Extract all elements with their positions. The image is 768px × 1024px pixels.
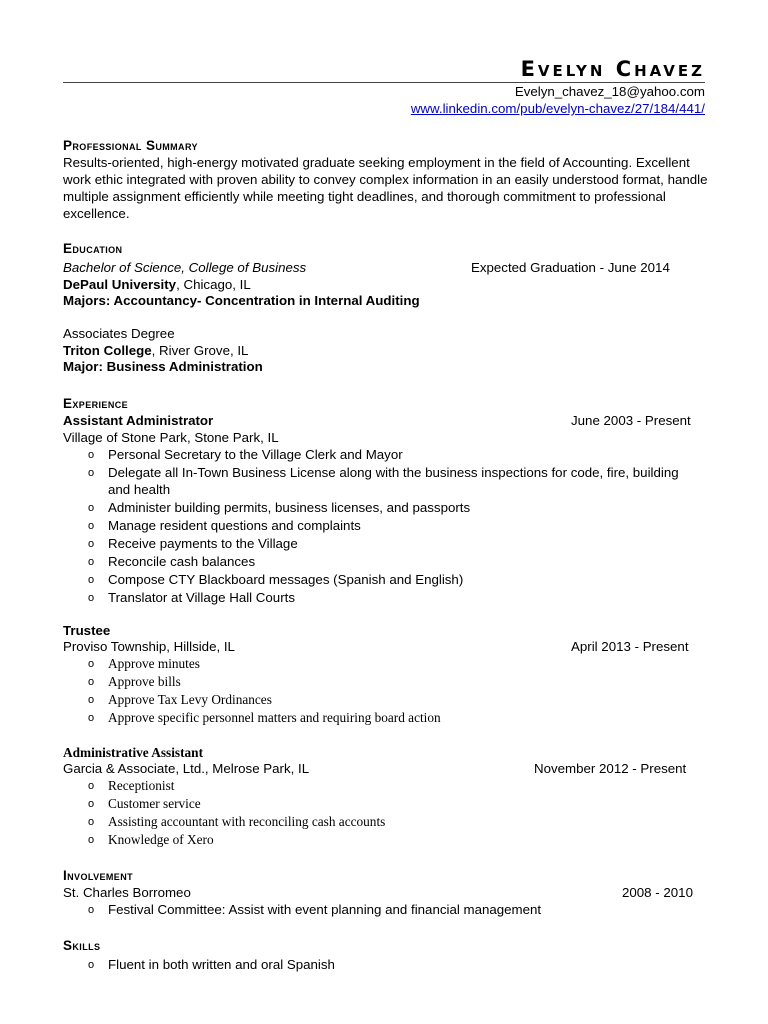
education-heading: Education xyxy=(63,241,123,256)
list-item: o Approve Tax Levy Ordinances xyxy=(88,692,272,707)
job-dates: June 2003 - Present xyxy=(571,413,691,428)
skills-heading: Skills xyxy=(63,938,101,953)
bullet-marker: o xyxy=(88,467,95,479)
bullet-marker: o xyxy=(88,694,95,706)
header-rule xyxy=(63,82,705,83)
list-item: o Assisting accountant with reconciling cash accounts xyxy=(88,814,386,829)
list-item: o Fluent in both written and oral Spanish xyxy=(88,957,335,972)
job-bullet-list xyxy=(0,446,708,607)
job-organization: Village of Stone Park, Stone Park, IL xyxy=(63,430,279,445)
linkedin-link[interactable]: www.linkedin.com/pub/evelyn-chavez/27/184/441/ xyxy=(410,101,705,116)
job-dates: April 2013 - Present xyxy=(571,639,689,654)
bullet-marker: o xyxy=(88,658,95,670)
list-item: o Administer building permits, business licenses, and passports xyxy=(88,500,471,515)
bullet-marker: o xyxy=(88,904,95,916)
involvement-dates: 2008 - 2010 xyxy=(622,885,693,900)
school-depaul xyxy=(63,276,251,293)
bullet-marker: o xyxy=(88,712,95,724)
summary-heading: Professional Summary xyxy=(63,138,198,153)
bullet-marker: o xyxy=(88,798,95,810)
list-item: o Festival Committee: Assist with event planning and financial management xyxy=(88,902,542,917)
list-item: o Translator at Village Hall Courts xyxy=(88,590,295,605)
list-item: o Personal Secretary to the Village Clerk and Mayor xyxy=(88,447,403,462)
major-triton: Major: Business Administration xyxy=(63,359,263,374)
school-name: Triton College xyxy=(63,343,152,358)
list-item: o Manage resident questions and complaints xyxy=(88,518,361,533)
involvement-heading: Involvement xyxy=(63,868,133,883)
list-item: o Approve bills xyxy=(88,674,181,689)
list-item: o Customer service xyxy=(88,796,201,811)
bullet-marker: o xyxy=(88,592,95,604)
job-title: Assistant Administrator xyxy=(63,413,214,428)
job-organization: Garcia & Associate, Ltd., Melrose Park, IL xyxy=(63,761,310,776)
bullet-marker: o xyxy=(88,959,95,971)
job-bullet-list xyxy=(0,655,708,727)
bullet-marker: o xyxy=(88,556,95,568)
bullet-marker: o xyxy=(88,449,95,461)
list-item: o Reconcile cash balances xyxy=(88,554,256,569)
bullet-marker: o xyxy=(88,816,95,828)
summary-text: Results-oriented, high-energy motivated graduate seeking employment in the field of Accounting. Excellent work ethic integrated with proven ability to convey complex information in an easily understood format, handle multiple assignment efficiently while meeting tight deadlines, and thorough commitment to professional excellence. xyxy=(63,155,708,221)
job-title: Administrative Assistant xyxy=(63,745,203,760)
degree-associates: Associates Degree xyxy=(63,326,175,341)
graduation-date: Expected Graduation - June 2014 xyxy=(471,260,670,275)
list-item: o Delegate all In-Town Business License along with the business inspections for code, fire, building xyxy=(88,465,679,480)
bullet-marker: o xyxy=(88,834,95,846)
school-name: DePaul University xyxy=(63,277,177,292)
majors-depaul: Majors: Accountancy- Concentration in Internal Auditing xyxy=(63,293,420,308)
list-item: o Compose CTY Blackboard messages (Spanish and English) xyxy=(88,572,464,587)
skills-bullet-list xyxy=(0,956,708,974)
list-item: o Receive payments to the Village xyxy=(88,536,298,551)
list-item: o Receptionist xyxy=(88,778,175,793)
list-item: o Knowledge of Xero xyxy=(88,832,214,847)
bullet-marker: o xyxy=(88,538,95,550)
email-address: Evelyn_chavez_18@yahoo.com xyxy=(514,84,705,99)
involvement-organization: St. Charles Borromeo xyxy=(63,885,191,900)
bullet-marker: o xyxy=(88,502,95,514)
experience-heading: Experience xyxy=(63,396,129,411)
bullet-marker: o xyxy=(88,520,95,532)
degree-bachelor: Bachelor of Science, College of Business xyxy=(63,260,307,275)
bullet-marker: o xyxy=(88,676,95,688)
job-bullet-list xyxy=(0,777,708,849)
bullet-marker: o xyxy=(88,574,95,586)
school-location: , Chicago, IL xyxy=(176,277,251,292)
list-item-continuation: and health xyxy=(108,482,171,497)
candidate-name: Evelyn Chavez xyxy=(520,57,705,81)
involvement-bullet-list xyxy=(0,901,708,919)
list-item: o Approve specific personnel matters and requiring board action xyxy=(88,710,441,725)
list-item: o Approve minutes xyxy=(88,656,200,671)
school-triton xyxy=(63,342,248,359)
school-location: , River Grove, IL xyxy=(151,343,249,358)
job-dates: November 2012 - Present xyxy=(534,761,687,776)
job-organization: Proviso Township, Hillside, IL xyxy=(63,639,235,654)
bullet-marker: o xyxy=(88,780,95,792)
job-title: Trustee xyxy=(63,623,111,638)
